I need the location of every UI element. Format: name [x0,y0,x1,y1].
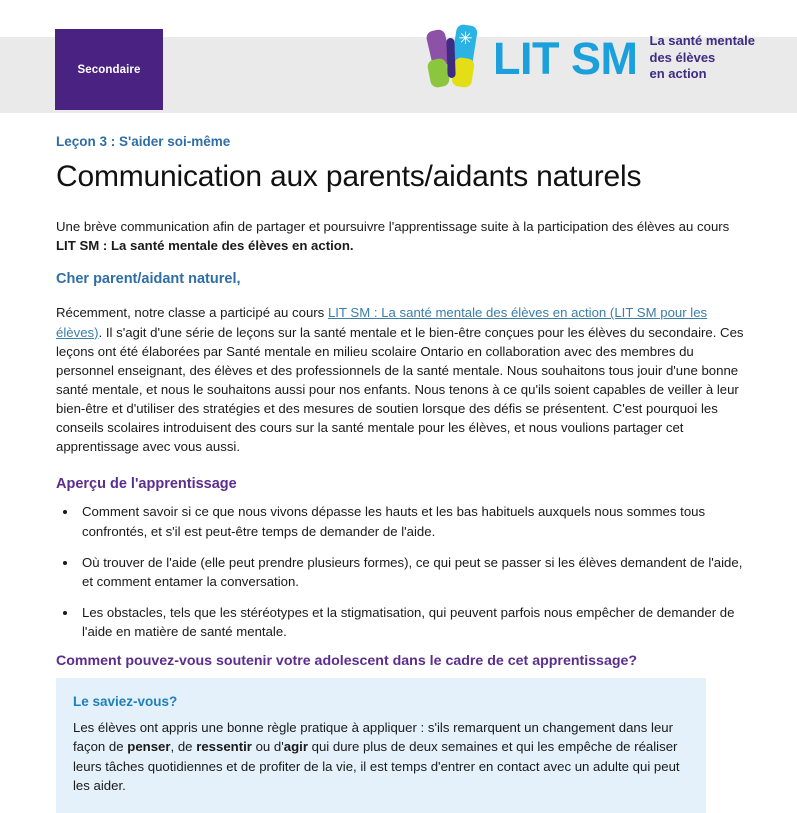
butterfly-body [446,38,455,78]
salutation-heading: Cher parent/aidant naturel, [56,271,241,288]
main-paragraph [56,303,744,456]
document-body [56,134,744,813]
lesson-eyebrow: Leçon 3 : S'aider soi-même [56,134,231,149]
snowflake-icon: ✳ [458,29,473,48]
butterfly-logo-icon [425,24,483,92]
overview-list [56,502,744,641]
intro-course-name: LIT SM : La santé mentale des élèves en action. [56,237,354,253]
list-item: • Les obstacles, tels que les stéréotypes et la stigmatisation, qui peuvent parfois nous empêcher de demander de l'aide en matière de santé mentale. [78,603,744,641]
callout-text-3: ou d' [251,739,284,755]
did-you-know-text [73,718,689,795]
main-paragraph-lead: Récemment, notre classe a participé au cours [56,305,328,321]
main-paragraph-rest: . Il s'agit d'une série de leçons sur la santé mentale et le bien-être conçues pour les élèves du secondaire. Ces leçons ont été élaborées par Santé mentale en milieu scolaire Ontario en collaboration avec des membres du personnel enseignant, des élèves et des professionnels de la santé mentale. Nous souhaitons tous jouir d'une bonne santé mentale, et nous le souhaitons aussi pour nos enfants. Nous tenons à ce qu'ils soient capables de veiller à leur bien-être et d'utiliser des stratégies et des mesures de soutien lorsque des défis se présentent. C'est pourquoi les conseils scolaires introduisent des cours sur la santé mentale pour les élèves, et nous voulions partager cet apprentissage avec vous aussi. [56,324,744,455]
overview-heading: Aperçu de l'apprentissage [56,476,237,493]
callout-text-4: qui dure plus de deux semaines et qui les empêche de réaliser leurs tâches quotidiennes et de profiter de la vie, il est temps d'entrer en contact avec un adulte qui peut les aider. [73,739,680,793]
page-title: Communication aux parents/aidants naturels [56,160,642,193]
callout-bold-ressentir: ressentir [196,739,252,755]
callout-bold-agir: agir [283,739,308,755]
callout-text-2: , de [170,739,197,755]
grade-level-badge-label: Secondaire [77,63,141,76]
did-you-know-callout [56,678,706,813]
list-item: • Où trouver de l'aide (elle peut prendre plusieurs formes), ce qui peut se passer si les élèves demandent de l'aide, et comment entamer la conversation. [78,553,744,591]
callout-text-1: Les élèves ont appris une bonne règle pratique à appliquer : s'ils remarquent un changement dans leur façon de [73,720,674,755]
brand-lockup [425,24,755,92]
brand-tagline [648,33,756,83]
did-you-know-title: Le saviez-vous? [73,694,178,710]
course-link[interactable]: LIT SM : La santé mentale des élèves en action (LIT SM pour les élèves) [56,305,708,340]
brand-tagline-line-3: en action [649,66,707,82]
grade-level-badge [55,29,163,110]
brand-wordmark: LIT SM [493,32,638,84]
list-item: • Comment savoir si ce que nous vivons dépasse les hauts et les bas habituels auxquels nous sommes tous confrontés, et s'il est peut-être temps de demander de l'aide. [78,502,744,540]
brand-tagline-line-1: La santé mentale [649,33,755,49]
brand-tagline-line-2: des élèves [649,49,716,65]
intro-paragraph [56,218,744,255]
support-question-heading: Comment pouvez-vous soutenir votre adolescent dans le cadre de cet apprentissage? [56,653,638,670]
intro-text: Une brève communication afin de partager et poursuivre l'apprentissage suite à la participation des élèves au cours [56,218,730,234]
callout-bold-penser: penser [127,739,171,755]
